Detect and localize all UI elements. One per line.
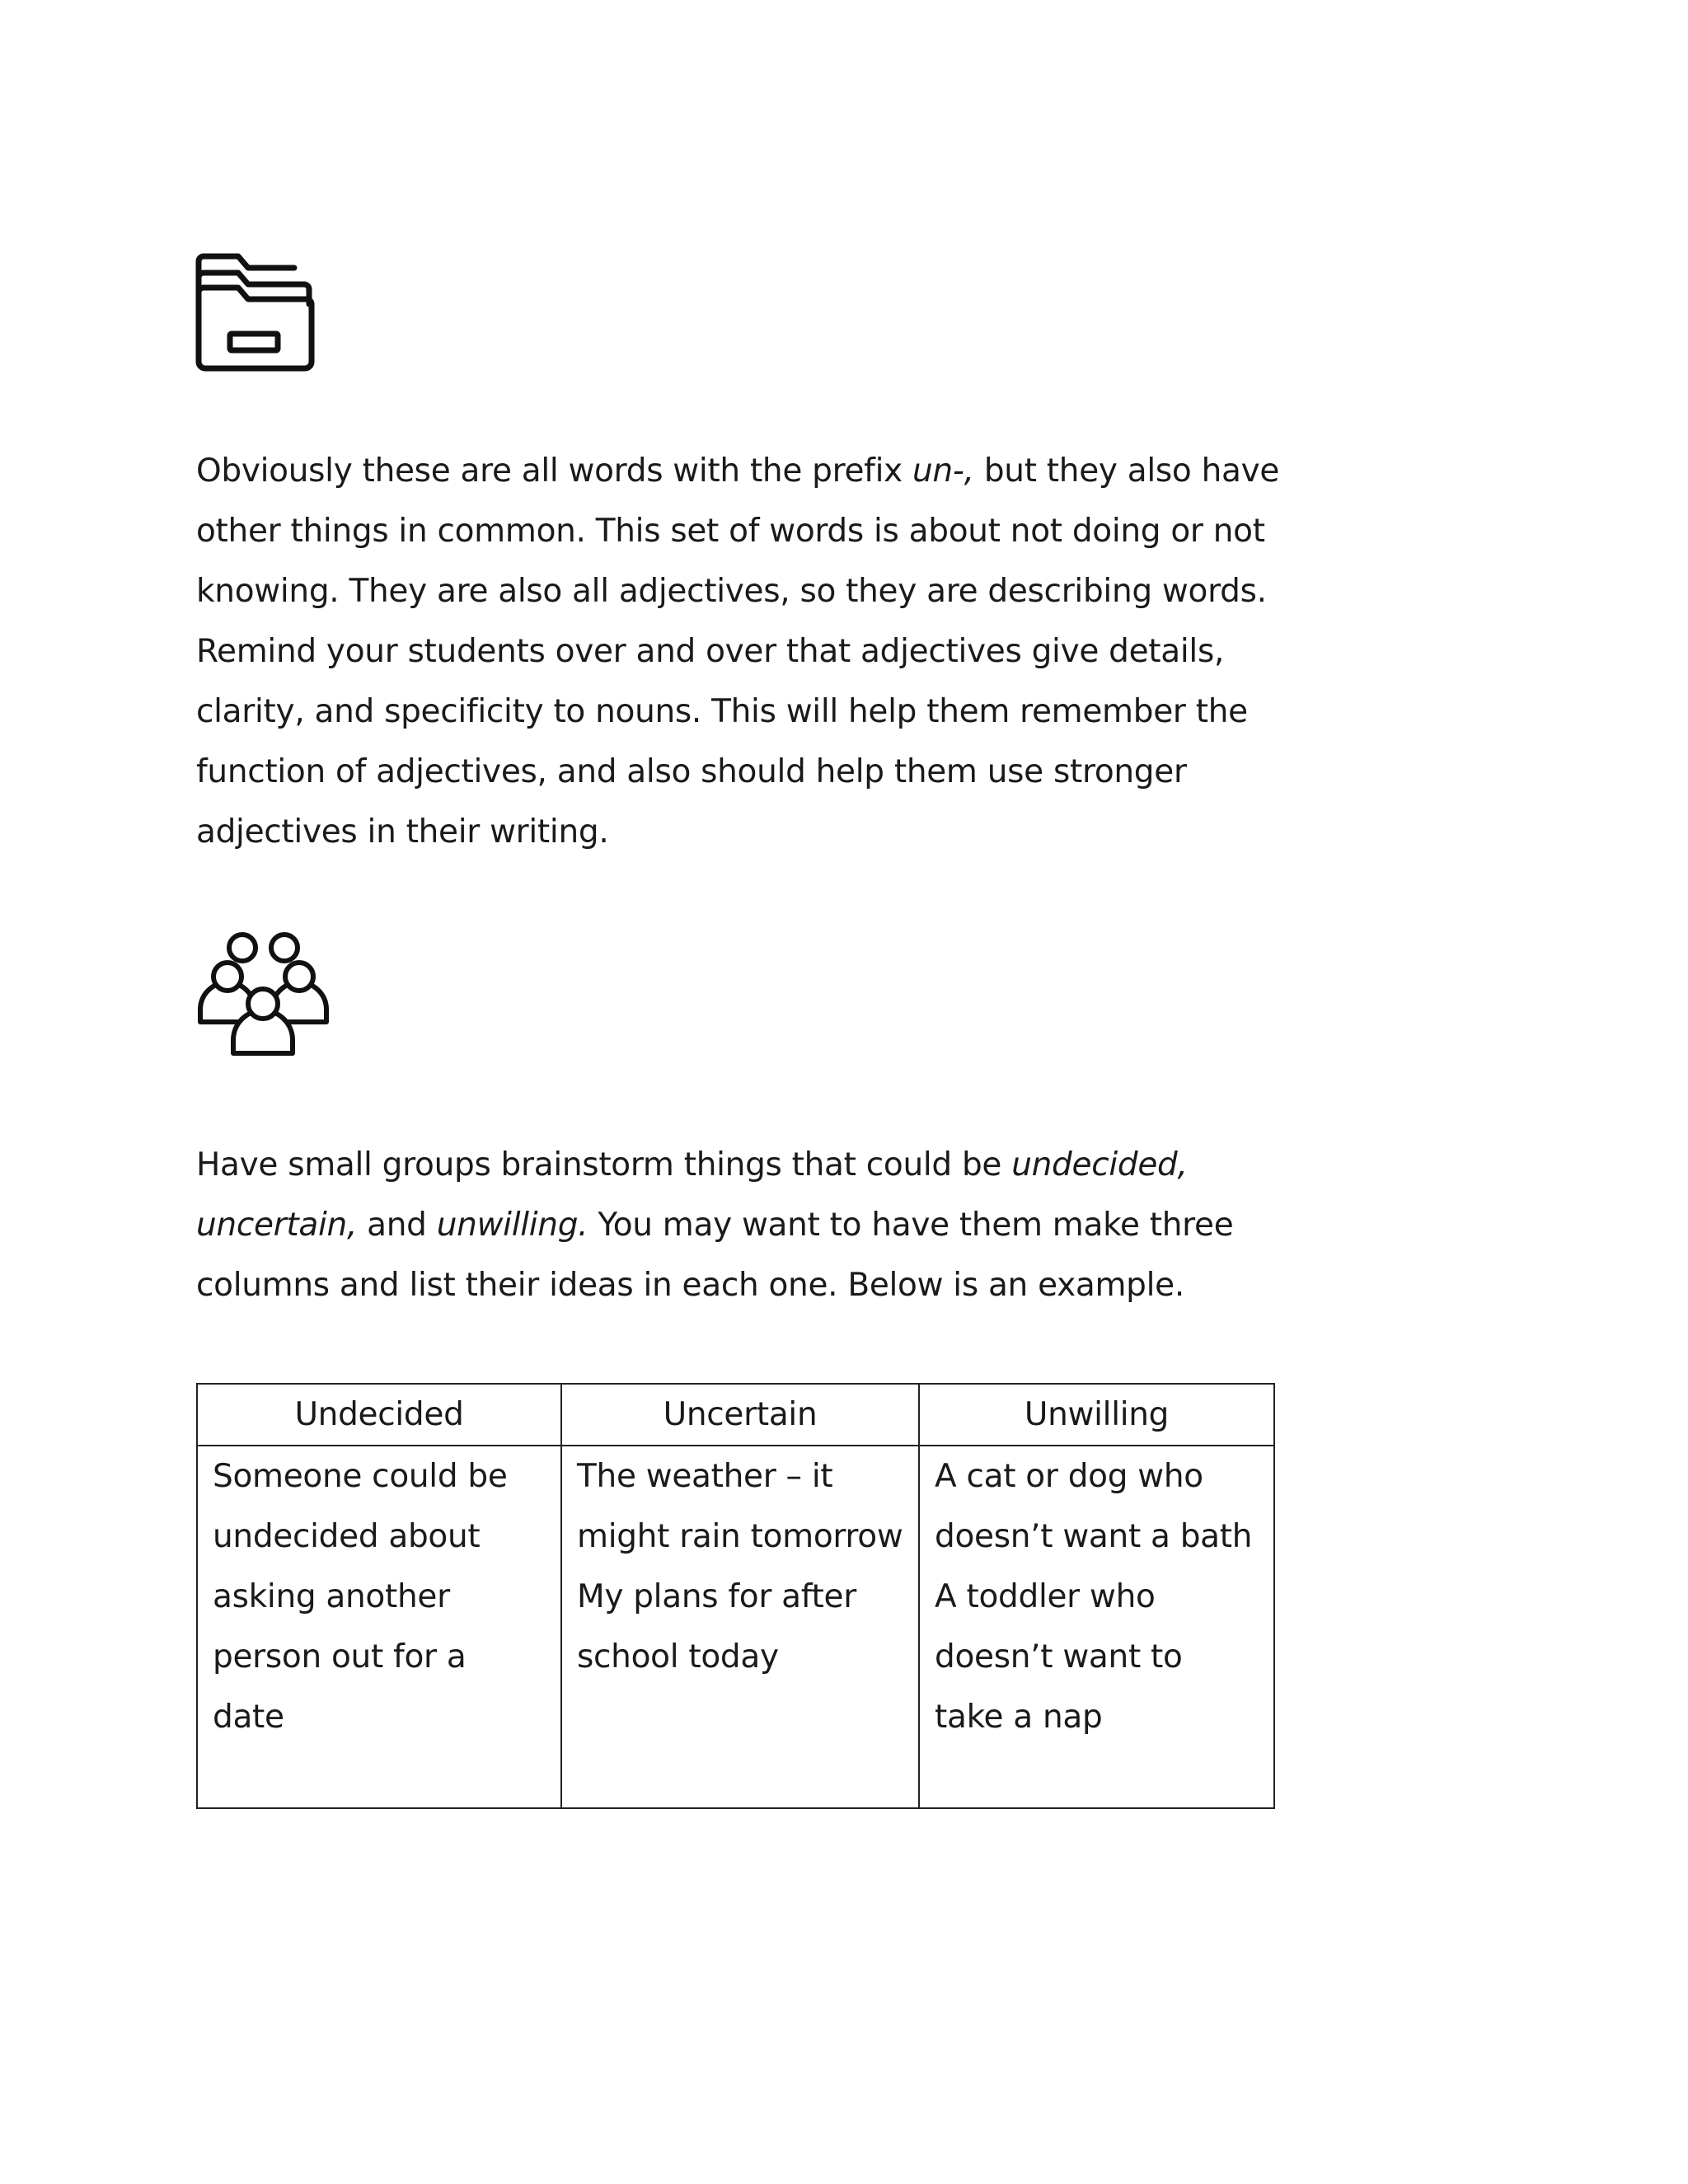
cell-entry: The weather – it might rain tomorrow [577, 1458, 903, 1555]
paragraph-text: but they also have other things in common. This set of words is about not doing or not knowing. They are also all adjectives, so they are describing words. Remind your students over and over that adjectives give details, clarity, and specificity to nouns. This will help them remember the function of adjectives, and also should help them use stronger adjectives in their writing. [196, 452, 1290, 851]
term-uncertain: uncertain, [196, 1207, 358, 1244]
folder-archive-icon [195, 253, 315, 373]
term-unwilling: unwilling. [436, 1207, 588, 1244]
cell-entry: Someone could be undecided about asking another person out for a date [213, 1458, 508, 1736]
cell-entry: A cat or dog who doesn’t want a bath [935, 1458, 1253, 1555]
paragraph-text: Have small groups brainstorm things that could be [196, 1146, 1012, 1183]
prefix-term: un-, [912, 452, 974, 490]
group-people-icon [195, 931, 331, 1057]
activity-paragraph [196, 1135, 1284, 1315]
table-row [197, 1446, 1274, 1808]
table-header-row [197, 1384, 1274, 1446]
separator: and [357, 1207, 437, 1244]
cell-entry: My plans for after school today [577, 1578, 856, 1675]
cell-uncertain [561, 1446, 919, 1808]
column-header-uncertain: Uncertain [561, 1384, 919, 1446]
paragraph-text: You may want to have them make three columns and list their ideas in each one. Below is an example. [196, 1207, 1244, 1304]
examples-table [196, 1383, 1275, 1809]
paragraph-text: Obviously these are all words with the prefix [196, 452, 913, 490]
cell-undecided [197, 1446, 561, 1808]
column-header-undecided: Undecided [197, 1384, 561, 1446]
cell-unwilling [919, 1446, 1274, 1808]
cell-entry: A toddler who doesn’t want to take a nap [935, 1578, 1183, 1736]
intro-paragraph [196, 441, 1290, 862]
column-header-unwilling: Unwilling [919, 1384, 1274, 1446]
separator [1188, 1146, 1198, 1183]
term-undecided: undecided, [1011, 1146, 1188, 1183]
